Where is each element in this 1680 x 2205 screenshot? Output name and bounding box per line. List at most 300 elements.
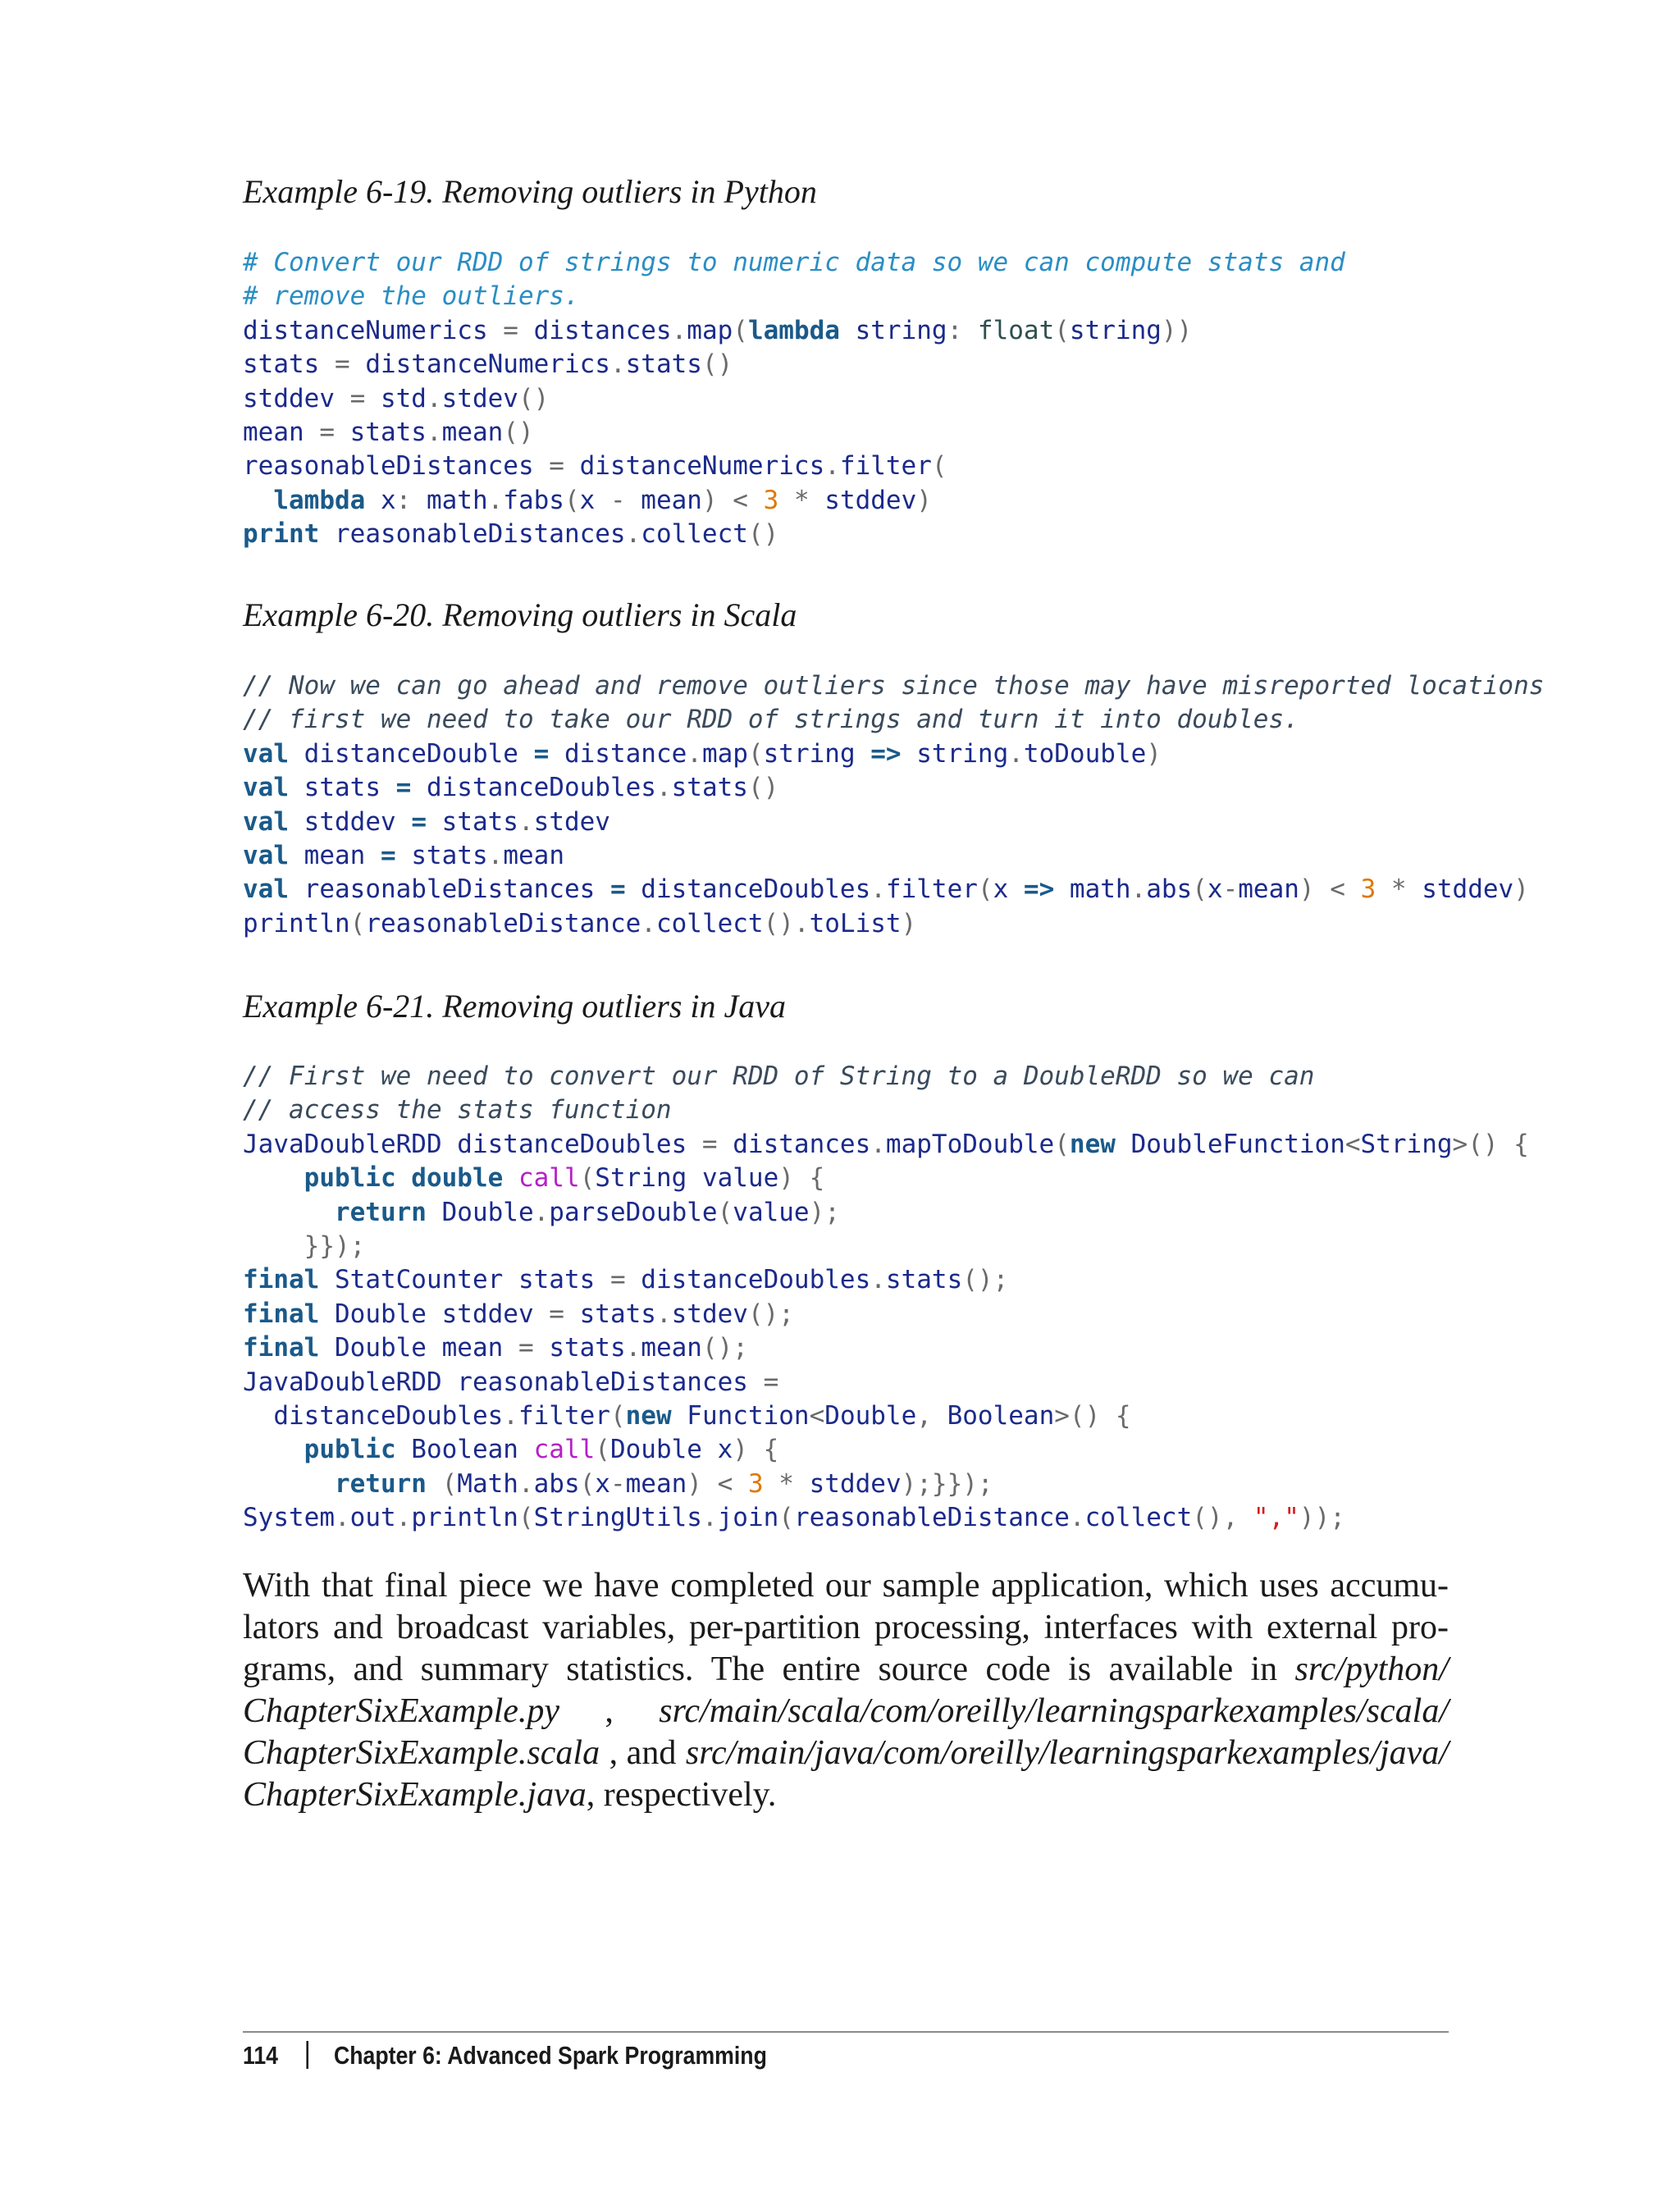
code-token: mapToDouble xyxy=(885,1129,1055,1159)
code-line xyxy=(243,669,1544,703)
paragraph-line xyxy=(243,1649,1449,1691)
code-token: . xyxy=(503,1400,518,1431)
code-line xyxy=(243,873,1544,906)
code-token: string xyxy=(916,738,1009,769)
code-token: collect xyxy=(641,519,748,550)
code-token: : xyxy=(947,315,978,345)
code-token: . xyxy=(641,908,656,938)
code-token: public xyxy=(304,1435,396,1465)
code-token: System xyxy=(243,1503,335,1533)
code-token: stats xyxy=(411,840,488,870)
file-path: src/main/java/com/oreilly/learningsparkexamples/java/ xyxy=(685,1734,1449,1772)
code-token: lambda xyxy=(273,485,366,515)
code-token xyxy=(503,1163,518,1193)
code-token: "," xyxy=(1253,1503,1299,1533)
code-token xyxy=(243,1435,304,1464)
code-block-scala xyxy=(243,669,1544,941)
code-token: filter xyxy=(839,451,932,482)
code-token: println xyxy=(243,908,350,938)
code-token: collect xyxy=(655,908,764,938)
code-token: >() { xyxy=(1054,1400,1131,1431)
file-path: ChapterSixExample.scala xyxy=(243,1734,600,1772)
code-token: * xyxy=(763,1468,810,1499)
paragraph-word: , xyxy=(605,1692,614,1730)
code-token: ) xyxy=(901,908,917,938)
code-token: Function xyxy=(671,1400,810,1431)
code-line xyxy=(243,1060,1529,1093)
code-line xyxy=(243,314,1345,348)
code-token: JavaDoubleRDD xyxy=(243,1367,442,1397)
code-token: : xyxy=(395,485,427,515)
paragraph-word: piece xyxy=(459,1567,532,1605)
code-token: . xyxy=(518,1468,534,1499)
code-line xyxy=(243,416,1345,450)
code-token: . xyxy=(426,417,442,447)
code-token: value xyxy=(733,1197,810,1227)
code-token: (); xyxy=(747,1299,794,1329)
code-token: )); xyxy=(1299,1503,1345,1533)
code-token: val xyxy=(243,738,289,769)
code-token: - xyxy=(595,485,641,515)
code-line xyxy=(243,518,1345,551)
paragraph-word: code xyxy=(985,1650,1051,1688)
code-line xyxy=(243,382,1345,416)
code-token: reasonableDistance xyxy=(793,1503,1070,1533)
code-token: . xyxy=(426,383,442,413)
code-token: std xyxy=(380,383,427,413)
code-token: );}}); xyxy=(901,1468,993,1499)
code-token: ) < xyxy=(687,1468,748,1499)
code-token xyxy=(243,486,273,515)
code-token: = xyxy=(595,874,641,905)
code-line xyxy=(243,1196,1529,1230)
code-token: . xyxy=(1008,738,1024,769)
code-token: JavaDoubleRDD xyxy=(243,1129,442,1159)
code-token: . xyxy=(518,806,534,837)
code-token: = xyxy=(487,315,534,345)
code-token: val xyxy=(243,840,289,870)
file-path: src/main/scala/com/oreilly/learningsparkexamples/scala/ xyxy=(659,1692,1449,1730)
code-token: }}); xyxy=(243,1230,366,1261)
paragraph-line xyxy=(243,1607,1449,1649)
code-token: return xyxy=(334,1468,427,1499)
code-token: Double xyxy=(609,1435,702,1465)
code-token: => xyxy=(855,738,917,769)
paragraph-line xyxy=(243,1691,1449,1732)
code-token: mean xyxy=(641,1333,702,1363)
code-token: string xyxy=(839,315,947,345)
code-token: (); xyxy=(962,1265,1009,1295)
code-token: reasonableDistance xyxy=(365,908,641,938)
code-line xyxy=(243,246,1345,280)
code-token: mean xyxy=(503,840,564,870)
code-token: reasonableDistances xyxy=(319,519,626,550)
paragraph-word: , respectively. xyxy=(586,1776,777,1814)
code-line xyxy=(243,450,1345,483)
code-token: join xyxy=(717,1503,779,1533)
code-token: x xyxy=(1207,874,1223,905)
code-token: stddev xyxy=(289,806,396,837)
code-line xyxy=(243,1366,1529,1399)
code-line xyxy=(243,1128,1529,1162)
example-title-python: Example 6-19. Removing outliers in Python xyxy=(243,173,817,210)
code-line xyxy=(243,839,1544,873)
code-token: stddev xyxy=(426,1299,534,1329)
code-token: new xyxy=(625,1400,672,1431)
code-token: stats xyxy=(625,349,702,380)
paragraph-word: uses xyxy=(1259,1567,1319,1605)
paragraph-word: with xyxy=(1191,1609,1253,1646)
code-token: stddev xyxy=(809,1468,902,1499)
code-token: # remove the outliers. xyxy=(243,281,580,312)
code-token: . xyxy=(701,1503,718,1533)
code-token: lambda xyxy=(747,315,840,345)
code-token: = xyxy=(533,1299,580,1329)
code-line xyxy=(243,806,1544,839)
code-token: mean xyxy=(243,417,304,447)
code-token: = xyxy=(395,806,442,837)
code-block-python xyxy=(243,246,1345,552)
code-token: map xyxy=(701,738,748,769)
code-token xyxy=(243,1401,273,1431)
code-token: distanceNumerics xyxy=(579,451,825,482)
code-token: double xyxy=(395,1163,504,1194)
code-token: ( xyxy=(426,1468,458,1499)
paragraph-word: pro- xyxy=(1390,1609,1449,1646)
paragraph-word: final xyxy=(384,1567,448,1605)
code-token: . xyxy=(671,315,687,345)
code-line xyxy=(243,1298,1529,1331)
code-line xyxy=(243,1468,1529,1501)
code-token: ) { xyxy=(778,1163,825,1194)
paragraph-word: processing, xyxy=(874,1609,1030,1646)
code-token: distanceDoubles xyxy=(273,1400,504,1431)
code-token: String xyxy=(1360,1129,1453,1159)
code-token: // first we need to take our RDD of strings and turn it into doubles. xyxy=(243,705,1299,735)
code-token: distances xyxy=(533,315,672,345)
code-token: float xyxy=(977,315,1055,345)
paragraph-word: , and xyxy=(609,1734,677,1772)
code-token: * xyxy=(1376,874,1422,905)
code-token: ( xyxy=(977,874,993,905)
example-title-scala: Example 6-20. Removing outliers in Scala xyxy=(243,596,797,633)
code-token: reasonableDistances xyxy=(243,451,534,482)
code-token: ( xyxy=(609,1400,626,1431)
code-line xyxy=(243,280,1345,313)
code-token: = xyxy=(518,738,564,769)
code-token: Double xyxy=(319,1299,427,1329)
body-paragraph xyxy=(243,1565,1449,1816)
code-token: stats xyxy=(579,1299,656,1329)
code-token: abs xyxy=(1146,874,1193,905)
code-token: . xyxy=(870,1265,886,1295)
code-token: >() { xyxy=(1452,1129,1529,1159)
code-token: mean xyxy=(426,1333,504,1363)
paragraph-word: in xyxy=(1250,1650,1278,1688)
code-token: = xyxy=(304,417,350,447)
paragraph-word: and xyxy=(353,1650,404,1688)
code-token: () xyxy=(518,383,550,413)
code-token: collect xyxy=(1084,1503,1193,1533)
code-token: = xyxy=(334,383,381,413)
code-token: . xyxy=(487,485,504,515)
paragraph-word: variables, xyxy=(542,1609,676,1646)
paragraph-word: source xyxy=(878,1650,969,1688)
code-token xyxy=(243,1163,304,1193)
code-token: // First we need to convert our RDD of String to a DoubleRDD so we can xyxy=(243,1061,1315,1091)
code-token: stats xyxy=(549,1333,626,1363)
code-token: distance xyxy=(564,738,687,769)
code-token: ( xyxy=(717,1197,733,1227)
paragraph-word: The xyxy=(710,1650,765,1688)
code-token: x xyxy=(993,874,1009,905)
code-token: . xyxy=(533,1197,550,1227)
code-token: = xyxy=(595,1265,641,1295)
code-token: (). xyxy=(763,908,810,938)
code-token: StringUtils xyxy=(533,1503,702,1533)
code-token: ( xyxy=(1054,315,1070,345)
code-token: StatCounter xyxy=(319,1265,504,1295)
code-token: ) xyxy=(916,485,932,515)
paragraph-line xyxy=(243,1774,1449,1816)
code-token: final xyxy=(243,1333,320,1363)
code-token: reasonableDistances xyxy=(289,874,596,905)
code-token: ( xyxy=(579,1468,596,1499)
code-token: distanceDouble xyxy=(289,738,518,769)
code-token: . xyxy=(1069,1503,1085,1533)
paragraph-word: grams, xyxy=(243,1650,336,1688)
code-token: Double xyxy=(824,1400,917,1431)
code-token: // Now we can go ahead and remove outliers since those may have misreported locations xyxy=(243,671,1545,701)
code-token: stats xyxy=(885,1265,963,1295)
code-token: . xyxy=(1130,874,1147,905)
code-token: new xyxy=(1069,1129,1116,1159)
code-token: x xyxy=(579,485,596,515)
code-token: ( xyxy=(1192,874,1208,905)
code-token: Math xyxy=(457,1468,518,1499)
code-token: stats xyxy=(441,806,518,837)
code-block-java xyxy=(243,1060,1529,1535)
code-token: . xyxy=(625,1333,641,1363)
code-token: ( xyxy=(595,1435,610,1465)
code-token: print xyxy=(243,519,320,550)
code-token: . xyxy=(824,451,840,482)
code-token: Double xyxy=(319,1333,427,1363)
code-token: filter xyxy=(518,1400,610,1431)
code-token: Boolean xyxy=(395,1435,518,1465)
code-token: val xyxy=(243,806,289,837)
code-token: final xyxy=(243,1299,320,1329)
code-token: // access the stats function xyxy=(243,1095,672,1125)
code-token: . xyxy=(687,738,702,769)
code-token xyxy=(243,1469,335,1499)
code-line xyxy=(243,703,1544,737)
code-token: , xyxy=(916,1400,947,1431)
code-line xyxy=(243,1093,1529,1127)
code-token: mean xyxy=(641,485,702,515)
code-token: ( xyxy=(1054,1129,1070,1159)
code-token: call xyxy=(518,1163,580,1194)
code-token: ( xyxy=(931,451,947,482)
code-line xyxy=(243,1230,1529,1263)
paragraph-word: have xyxy=(594,1567,660,1605)
code-token: () xyxy=(747,773,779,803)
code-token: 3 xyxy=(763,485,779,515)
code-line xyxy=(243,1263,1529,1297)
paragraph-word: and xyxy=(333,1609,383,1646)
code-token: = xyxy=(380,773,427,803)
code-token: distanceDoubles xyxy=(426,773,656,803)
example-title-java: Example 6-21. Removing outliers in Java xyxy=(243,988,787,1025)
paragraph-word: external xyxy=(1267,1609,1378,1646)
code-token: stats xyxy=(503,1265,596,1295)
paragraph-line xyxy=(243,1732,1449,1774)
code-token: mean xyxy=(289,840,366,870)
code-token: stdev xyxy=(533,806,610,837)
paragraph-word: summary xyxy=(420,1650,549,1688)
code-token: = xyxy=(503,1333,550,1363)
code-token: stats xyxy=(243,349,320,380)
code-line xyxy=(243,348,1345,381)
code-token: ( xyxy=(778,1503,794,1533)
code-token: filter xyxy=(885,874,978,905)
code-token: String xyxy=(595,1163,687,1194)
footer-rule xyxy=(243,2031,1449,2033)
code-line xyxy=(243,1162,1529,1195)
paragraph-word: completed xyxy=(670,1567,815,1605)
code-token: math xyxy=(426,485,488,515)
code-token: ( xyxy=(349,908,366,938)
code-token: parseDouble xyxy=(549,1197,718,1227)
code-token: out xyxy=(349,1503,396,1533)
page-footer xyxy=(243,2039,767,2072)
code-token: ) < xyxy=(1299,874,1361,905)
file-path: ChapterSixExample.py xyxy=(243,1692,560,1730)
code-line xyxy=(243,484,1345,518)
code-token: () xyxy=(747,519,779,550)
code-token: => xyxy=(1008,874,1070,905)
code-token: (); xyxy=(701,1333,748,1363)
code-token: 3 xyxy=(1360,874,1376,905)
code-token: < xyxy=(809,1400,825,1431)
code-token: . xyxy=(487,840,504,870)
code-token: = xyxy=(365,840,412,870)
code-token: ) < xyxy=(701,485,764,515)
code-token: () xyxy=(503,417,534,447)
code-token: public xyxy=(304,1163,396,1194)
code-line xyxy=(243,1433,1529,1467)
code-token: = xyxy=(319,349,366,380)
paragraph-word: entire xyxy=(782,1650,861,1688)
code-token: < xyxy=(1344,1129,1361,1159)
code-token: call xyxy=(533,1435,596,1465)
code-token: distanceNumerics xyxy=(365,349,610,380)
paragraph-word: statistics. xyxy=(566,1650,694,1688)
paragraph-word: available xyxy=(1108,1650,1234,1688)
code-token: ) xyxy=(1513,874,1529,905)
code-token: # Convert our RDD of strings to numeric data so we can compute stats and xyxy=(243,248,1345,277)
code-token: Double xyxy=(426,1197,534,1227)
paragraph-word: sample xyxy=(882,1567,980,1605)
code-token: - xyxy=(1222,874,1239,905)
paragraph-word: is xyxy=(1068,1650,1092,1688)
code-token: string xyxy=(763,738,856,769)
code-token: mean xyxy=(625,1468,687,1499)
file-path: ChapterSixExample.java xyxy=(243,1776,587,1814)
code-token: stdev xyxy=(441,383,518,413)
code-token: math xyxy=(1069,874,1131,905)
code-token: final xyxy=(243,1265,320,1295)
code-token: x xyxy=(595,1468,610,1499)
code-token: . xyxy=(334,1503,350,1533)
code-token: abs xyxy=(533,1468,580,1499)
code-token: (), xyxy=(1192,1503,1253,1533)
chapter-title: Chapter 6: Advanced Spark Programming xyxy=(333,2041,767,2070)
code-token: = xyxy=(687,1129,733,1159)
code-token: ); xyxy=(809,1197,840,1227)
paragraph-word: application, xyxy=(991,1567,1153,1605)
code-token: toList xyxy=(809,908,902,938)
code-line xyxy=(243,907,1544,941)
code-token: distanceDoubles xyxy=(441,1129,687,1159)
code-token: 3 xyxy=(747,1468,764,1499)
code-token: x xyxy=(365,485,396,515)
code-token: return xyxy=(334,1197,427,1227)
code-token: )) xyxy=(1161,315,1193,345)
code-token xyxy=(243,1198,335,1227)
code-token: . xyxy=(870,1129,886,1159)
code-token: mean xyxy=(1238,874,1299,905)
code-token: fabs xyxy=(503,485,564,515)
code-token: println xyxy=(411,1503,518,1533)
code-token: = xyxy=(533,451,580,482)
code-token: stdev xyxy=(671,1299,748,1329)
code-token: ( xyxy=(747,738,764,769)
code-token: reasonableDistances xyxy=(441,1367,748,1397)
paragraph-line xyxy=(243,1565,1449,1607)
code-token: stddev xyxy=(243,383,335,413)
code-token: distances xyxy=(733,1129,871,1159)
code-token: value xyxy=(687,1163,779,1194)
code-token: ( xyxy=(579,1163,596,1194)
code-token: toDouble xyxy=(1023,738,1147,769)
code-token: . xyxy=(625,519,641,550)
code-line xyxy=(243,1331,1529,1365)
paragraph-word: broadcast xyxy=(396,1609,529,1646)
code-token xyxy=(518,1435,534,1464)
code-token: ) { xyxy=(733,1435,779,1465)
code-token: stats xyxy=(349,417,427,447)
code-line xyxy=(243,737,1544,771)
code-token: . xyxy=(395,1503,412,1533)
paragraph-word: accumu- xyxy=(1330,1567,1449,1605)
code-line xyxy=(243,1399,1529,1433)
code-token: stddev xyxy=(1422,874,1514,905)
paragraph-word: interfaces xyxy=(1043,1609,1178,1646)
code-token: ( xyxy=(733,315,748,345)
code-token: ( xyxy=(564,485,580,515)
code-token: () xyxy=(701,349,733,380)
code-token: Boolean xyxy=(947,1400,1055,1431)
footer-separator xyxy=(306,2041,308,2069)
code-token: . xyxy=(655,773,672,803)
code-token: stats xyxy=(671,773,748,803)
paragraph-word: lators xyxy=(243,1609,320,1646)
file-path: src/python/ xyxy=(1294,1650,1449,1688)
paragraph-word: per-partition xyxy=(688,1609,861,1646)
code-token: stddev xyxy=(824,485,917,515)
code-token: x xyxy=(701,1435,733,1465)
